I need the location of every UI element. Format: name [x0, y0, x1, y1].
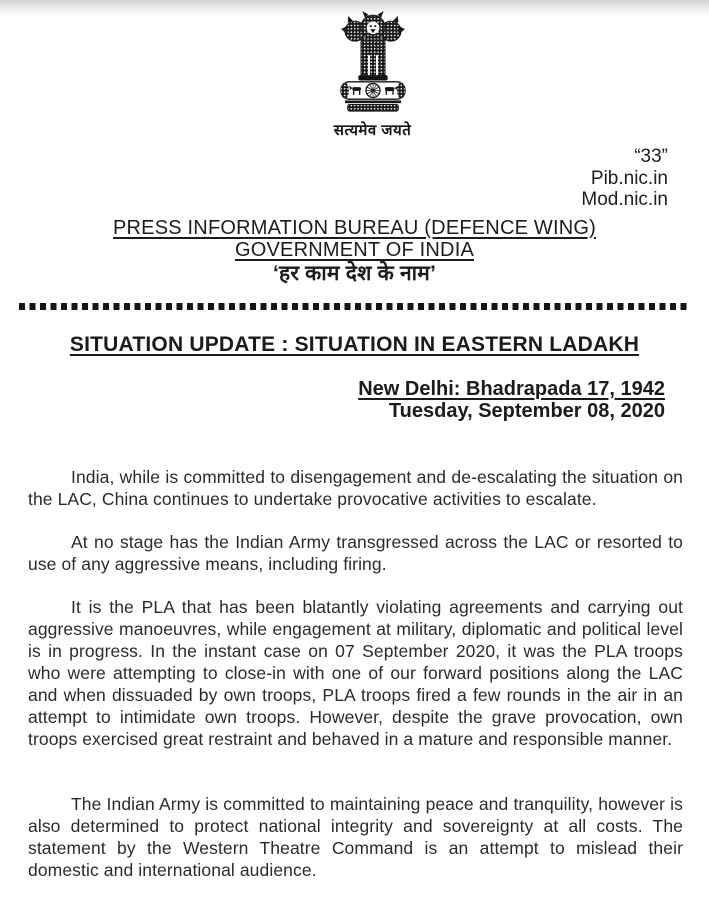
- hindi-tagline: ‘हर काम देश के नाम’: [272, 261, 437, 285]
- paragraph-2: At no stage has the Indian Army transgressed across the LAC or resorted to use of any aggressive means, including firing.: [28, 531, 683, 574]
- document-title: [0, 333, 709, 357]
- paragraph-1: India, while is committed to disengagement and de-escalating the situation on the LAC, China continues to undertake provocative activities to escalate.: [28, 466, 683, 509]
- emblem-block: [333, 0, 413, 140]
- release-number: “33”: [634, 146, 668, 167]
- dateline-place-text: New Delhi: Bhadrapada 17, 1942: [358, 377, 665, 400]
- dateline-place: [0, 378, 665, 401]
- paragraph-4: The Indian Army is committed to maintaining peace and tranquility, however is also determined to protect national integrity and sovereignty at all costs. The statement by the Western Theatre Command is an attempt to mislead their domestic and international audience.: [28, 793, 683, 880]
- dateline-day: Tuesday, September 08, 2020: [388, 400, 665, 422]
- reference-block: [0, 146, 709, 211]
- document-title-text: SITUATION UPDATE : SITUATION IN EASTERN LADAKH: [69, 332, 640, 356]
- emblem-motto: सत्यमेव जयते: [333, 122, 412, 139]
- india-national-emblem-icon: [333, 7, 413, 114]
- document-body: [28, 466, 683, 881]
- bureau-name: PRESS INFORMATION BUREAU (DEFENCE WING): [112, 216, 596, 239]
- mod-url: Mod.nic.in: [581, 189, 668, 210]
- government-name: GOVERNMENT OF INDIA: [234, 238, 474, 261]
- dateline-block: [0, 378, 709, 423]
- paragraph-3: It is the PLA that has been blatantly violating agreements and carrying out aggressive manoeuvres, while engagement at military, diplomatic and political level is in progress. In the instant case on 07 September 2020, it was the PLA troops who were attempting to close-in with one of our forward positions along the LAC and when dissuaded by own troops, PLA troops fired a few rounds in the air in an attempt to intimidate own troops. However, despite the grave provocation, own troops exercised great restraint and behaved in a mature and responsible manner.: [28, 596, 683, 749]
- dotted-separator: [19, 303, 690, 310]
- pib-url: Pib.nic.in: [590, 167, 668, 189]
- letterhead: [0, 217, 709, 287]
